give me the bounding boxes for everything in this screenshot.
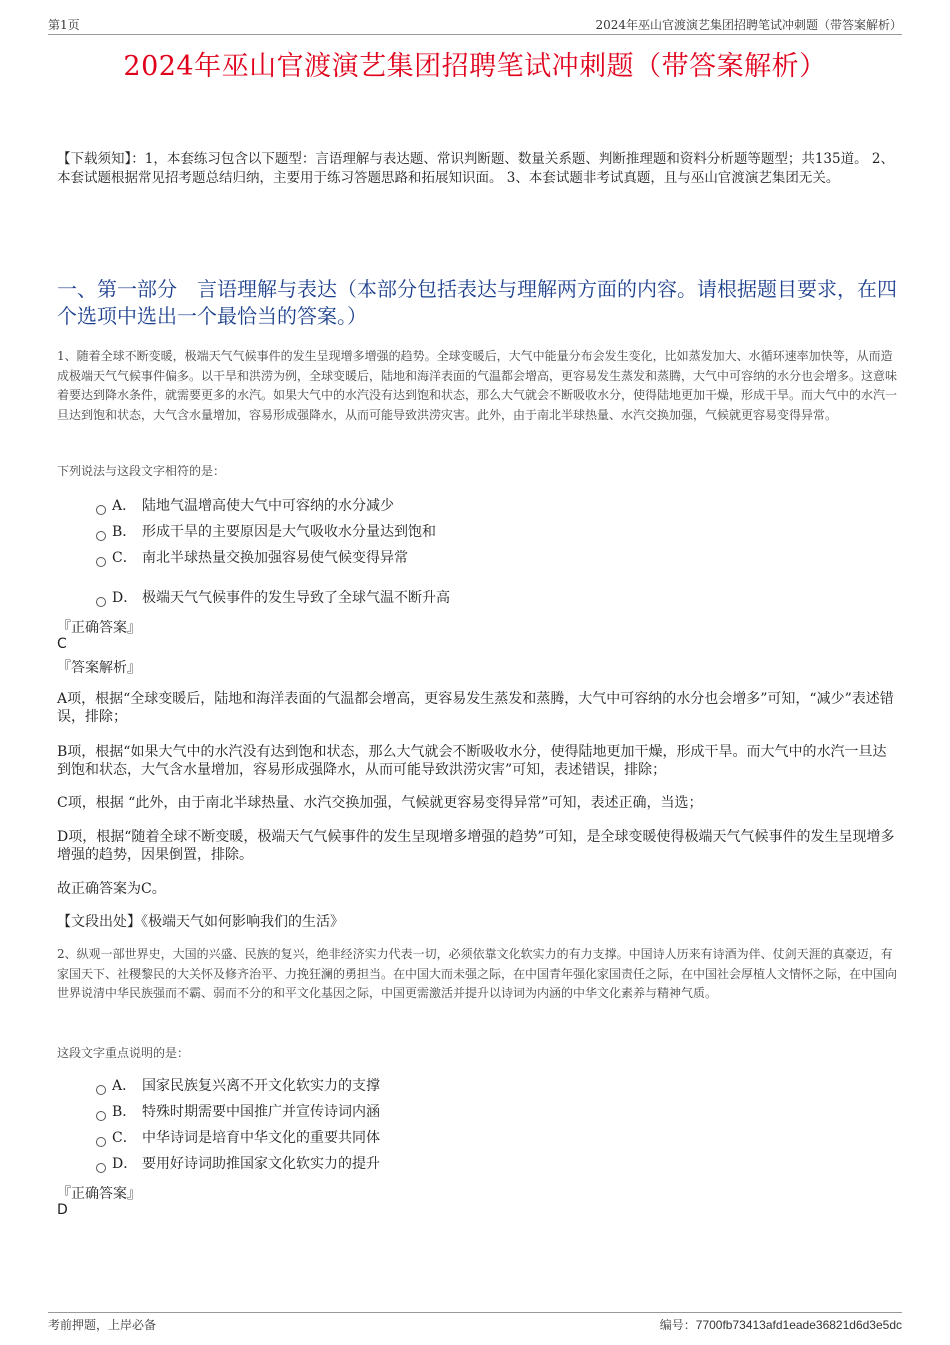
option-letter: D． [112, 590, 138, 606]
analysis-a: A项，根据“全球变暖后，陆地和海洋表面的气温都会增高，更容易发生蒸发和蒸腾，大气中可容纳的水分也会增多”可知，“减少”表述错误，排除； [57, 691, 894, 725]
correct-answer-label: 『正确答案』 [57, 620, 141, 636]
page-header [48, 14, 902, 35]
correct-answer: D [57, 1202, 68, 1218]
option-text: 极端天气气候事件的发生导致了全球气温不断升高 [142, 590, 450, 606]
answer-analysis-label: 『答案解析』 [57, 660, 141, 676]
option-letter: C． [112, 1130, 137, 1146]
option-text: 国家民族复兴离不开文化软实力的支撑 [142, 1078, 380, 1094]
question-1-text: 1、随着全球不断变暖，极端天气气候事件的发生呈现增多增强的趋势。全球变暖后，大气中能量分布会发生变化，比如蒸发加大、水循环速率加快等，从而造成极端天气气候事件偏多。以干旱和洪涝为例，全球变暖后，陆地和海洋表面的气温都会增高，更容易发生蒸发和蒸腾，大气中可容纳的水分也会增多。这意味着要达到降水条件，就需要更多的水汽。如果大气中的水汽没有达到饱和状态，那么大气就会不断吸收水分，使得陆地更加干燥，形成干旱。而大气中的水汽一旦达到饱和状态，大气含水量增加，容易形成强降水，从而可能导致洪涝灾害。此外，由于南北半球热量、水汽交换加强，气候就更容易变得异常。 [57, 349, 898, 422]
question-2-option-c[interactable] [96, 1128, 380, 1148]
option-letter: B． [112, 524, 137, 540]
option-letter: B． [112, 1104, 137, 1120]
footer-code-value: 7700fb73413afd1eade36821d6d3e5dc [695, 1318, 902, 1332]
question-2-text: 2、纵观一部世界史，大国的兴盛、民族的复兴，绝非经济实力代表一切，必须依靠文化软实力的有力支撑。中国诗人历来有诗酒为伴、仗剑天涯的真豪迈，有家国天下、社稷黎民的大关怀及修齐治平、力挽狂澜的勇担当。在中国大而未强之际，在中国青年强化家国责任之际，在中国社会厚植人文情怀之际，在中国向世界说清中华民族强而不霸、弱而不分的和平文化基因之际，中国更需激活并提升以诗词为内涵的中华文化素养与精神气质。 [57, 947, 898, 1000]
footer-code-label: 编号： [659, 1318, 696, 1332]
option-text: 陆地气温增高使大气中可容纳的水分减少 [142, 498, 394, 514]
radio-icon[interactable] [96, 1137, 106, 1147]
correct-answer: C [57, 636, 67, 652]
correct-answer-label: 『正确答案』 [57, 1186, 141, 1202]
analysis-b: B项，根据“如果大气中的水汽没有达到饱和状态，那么大气就会不断吸收水分，使得陆地更加干燥，形成干旱。而大气中的水汽一旦达到饱和状态，大气含水量增加，容易形成强降水，从而可能导致洪涝灾害”可知，表述错误，排除； [57, 744, 887, 778]
question-1-option-b[interactable] [96, 522, 436, 542]
analysis-conclusion: 故正确答案为C。 [57, 881, 166, 897]
question-2-prompt: 这段文字重点说明的是： [57, 1046, 190, 1060]
section-heading: 一、第一部分 言语理解与表达（本部分包括表达与理解两方面的内容。请根据题目要求，在四个选项中选出一个最恰当的答案。） [57, 277, 897, 328]
radio-icon[interactable] [96, 557, 106, 567]
option-letter: C． [112, 550, 137, 566]
radio-icon[interactable] [96, 1085, 106, 1095]
page-title: 2024年巫山官渡演艺集团招聘笔试冲刺题（带答案解析） [123, 51, 827, 82]
page-footer [48, 1312, 902, 1333]
question-2-option-b[interactable] [96, 1102, 380, 1122]
option-letter: A． [112, 498, 137, 514]
question-2-option-d[interactable] [96, 1154, 380, 1174]
question-1-prompt: 下列说法与这段文字相符的是： [57, 464, 226, 478]
text-source: 【文段出处】《极端天气如何影响我们的生活》 [57, 914, 344, 930]
page-number: 第1页 [48, 18, 80, 32]
footer-code [660, 1316, 902, 1333]
question-1-option-c[interactable] [96, 548, 408, 568]
analysis-c: C项，根据 “此外，由于南北半球热量、水汽交换加强，气候就更容易变得异常”可知，表述正确，当选； [57, 795, 703, 811]
option-text: 要用好诗词助推国家文化软实力的提升 [142, 1156, 380, 1172]
radio-icon[interactable] [96, 1111, 106, 1121]
option-letter: A． [112, 1078, 137, 1094]
analysis-d: D项，根据“随着全球不断变暖，极端天气气候事件的发生呈现增多增强的趋势”可知，是全球变暖使得极端天气气候事件的发生呈现增多增强的趋势，因果倒置，排除。 [57, 829, 895, 863]
radio-icon[interactable] [96, 505, 106, 515]
footer-slogan: 考前押题，上岸必备 [48, 1318, 157, 1332]
radio-icon[interactable] [96, 597, 106, 607]
download-notice: 【下载须知】：1，本套练习包含以下题型：言语理解与表达题、常识判断题、数量关系题、判断推理题和资料分析题等题型；共135道。 2、本套试题根据常见招考题总结归纳，主要用于练习答题思路和拓展知识面。 3、本套试题非考试真题，且与巫山官渡演艺集团无关。 [57, 151, 894, 186]
question-1-option-a[interactable] [96, 496, 394, 516]
option-text: 形成干旱的主要原因是大气吸收水分量达到饱和 [142, 524, 436, 540]
option-letter: D． [112, 1156, 138, 1172]
radio-icon[interactable] [96, 1163, 106, 1173]
option-text: 南北半球热量交换加强容易使气候变得异常 [142, 550, 408, 566]
radio-icon[interactable] [96, 531, 106, 541]
option-text: 中华诗词是培育中华文化的重要共同体 [142, 1130, 380, 1146]
question-1-option-d[interactable] [96, 588, 450, 608]
question-2-option-a[interactable] [96, 1076, 380, 1096]
option-text: 特殊时期需要中国推广并宣传诗词内涵 [142, 1104, 380, 1120]
header-doc-title: 2024年巫山官渡演艺集团招聘笔试冲刺题（带答案解析） [595, 18, 902, 32]
